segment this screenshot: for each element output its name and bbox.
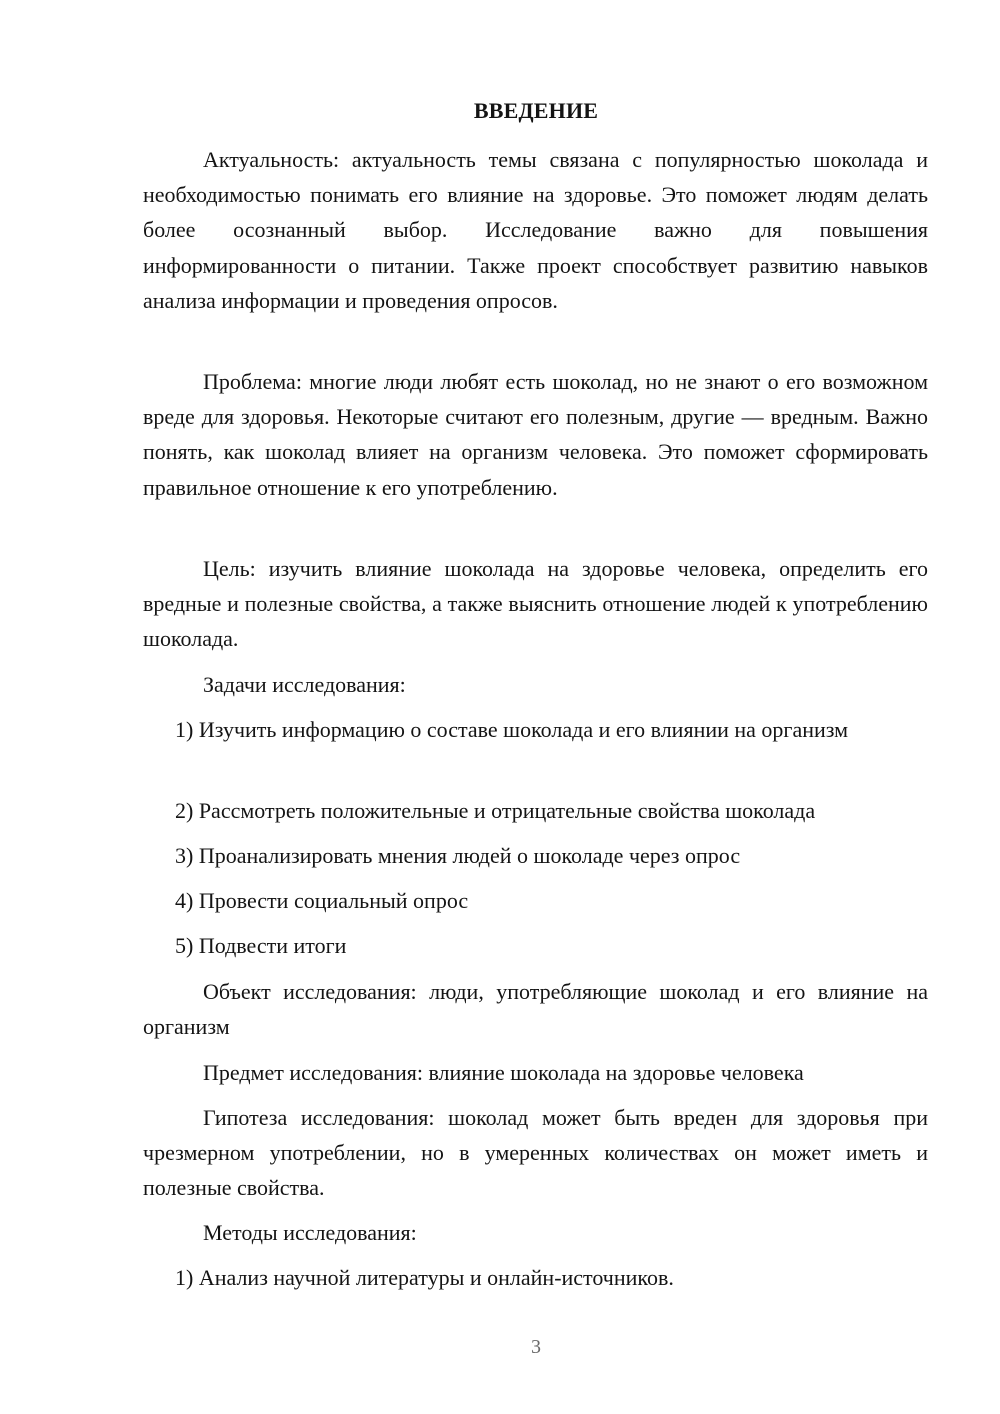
hypothesis-paragraph: Гипотеза исследования: шоколад может быть вреден для здоровья при чрезмерном употреблении, но в умеренных количествах он может иметь и полезные свойства. — [143, 1105, 928, 1201]
task-item: 3) Проанализировать мнения людей о шоколаде через опрос — [175, 843, 741, 868]
task-item: 2) Рассмотреть положительные и отрицательные свойства шоколада — [175, 798, 816, 823]
goal-paragraph: Цель: изучить влияние шоколада на здоровье человека, определить его вредные и полезные свойства, а также выяснить отношение людей к употреблению шоколада. — [143, 556, 928, 652]
tasks-heading: Задачи исследования: — [203, 672, 406, 697]
task-item: 1) Изучить информацию о составе шоколада и его влиянии на организм — [175, 717, 849, 742]
task-item: 5) Подвести итоги — [175, 933, 347, 958]
methods-heading: Методы исследования: — [203, 1220, 417, 1245]
object-paragraph: Объект исследования: люди, употребляющие шоколад и его влияние на организм — [143, 979, 928, 1040]
relevance-paragraph: Актуальность: актуальность темы связана с популярностью шоколада и необходимостью понимать его влияние на здоровье. Это поможет людям делать более осознанный выбор. Исследование важно для повышения информированности о питании. Также проект способствует развитию навыков анализа информации и проведения опросов. — [143, 147, 928, 313]
page-number: 3 — [531, 1336, 541, 1358]
task-item: 4) Провести социальный опрос — [175, 888, 469, 913]
section-heading: ВВЕДЕНИЕ — [473, 98, 599, 123]
problem-paragraph: Проблема: многие люди любят есть шоколад, но не знают о его возможном вреде для здоровья. Некоторые считают его полезным, другие — вредным. Важно понять, как шоколад влияет на организм человека. Это поможет сформировать правильное отношение к его употреблению. — [143, 369, 928, 500]
subject-paragraph: Предмет исследования: влияние шоколада на здоровье человека — [203, 1060, 804, 1085]
method-item: 1) Анализ научной литературы и онлайн-источников. — [175, 1265, 674, 1290]
